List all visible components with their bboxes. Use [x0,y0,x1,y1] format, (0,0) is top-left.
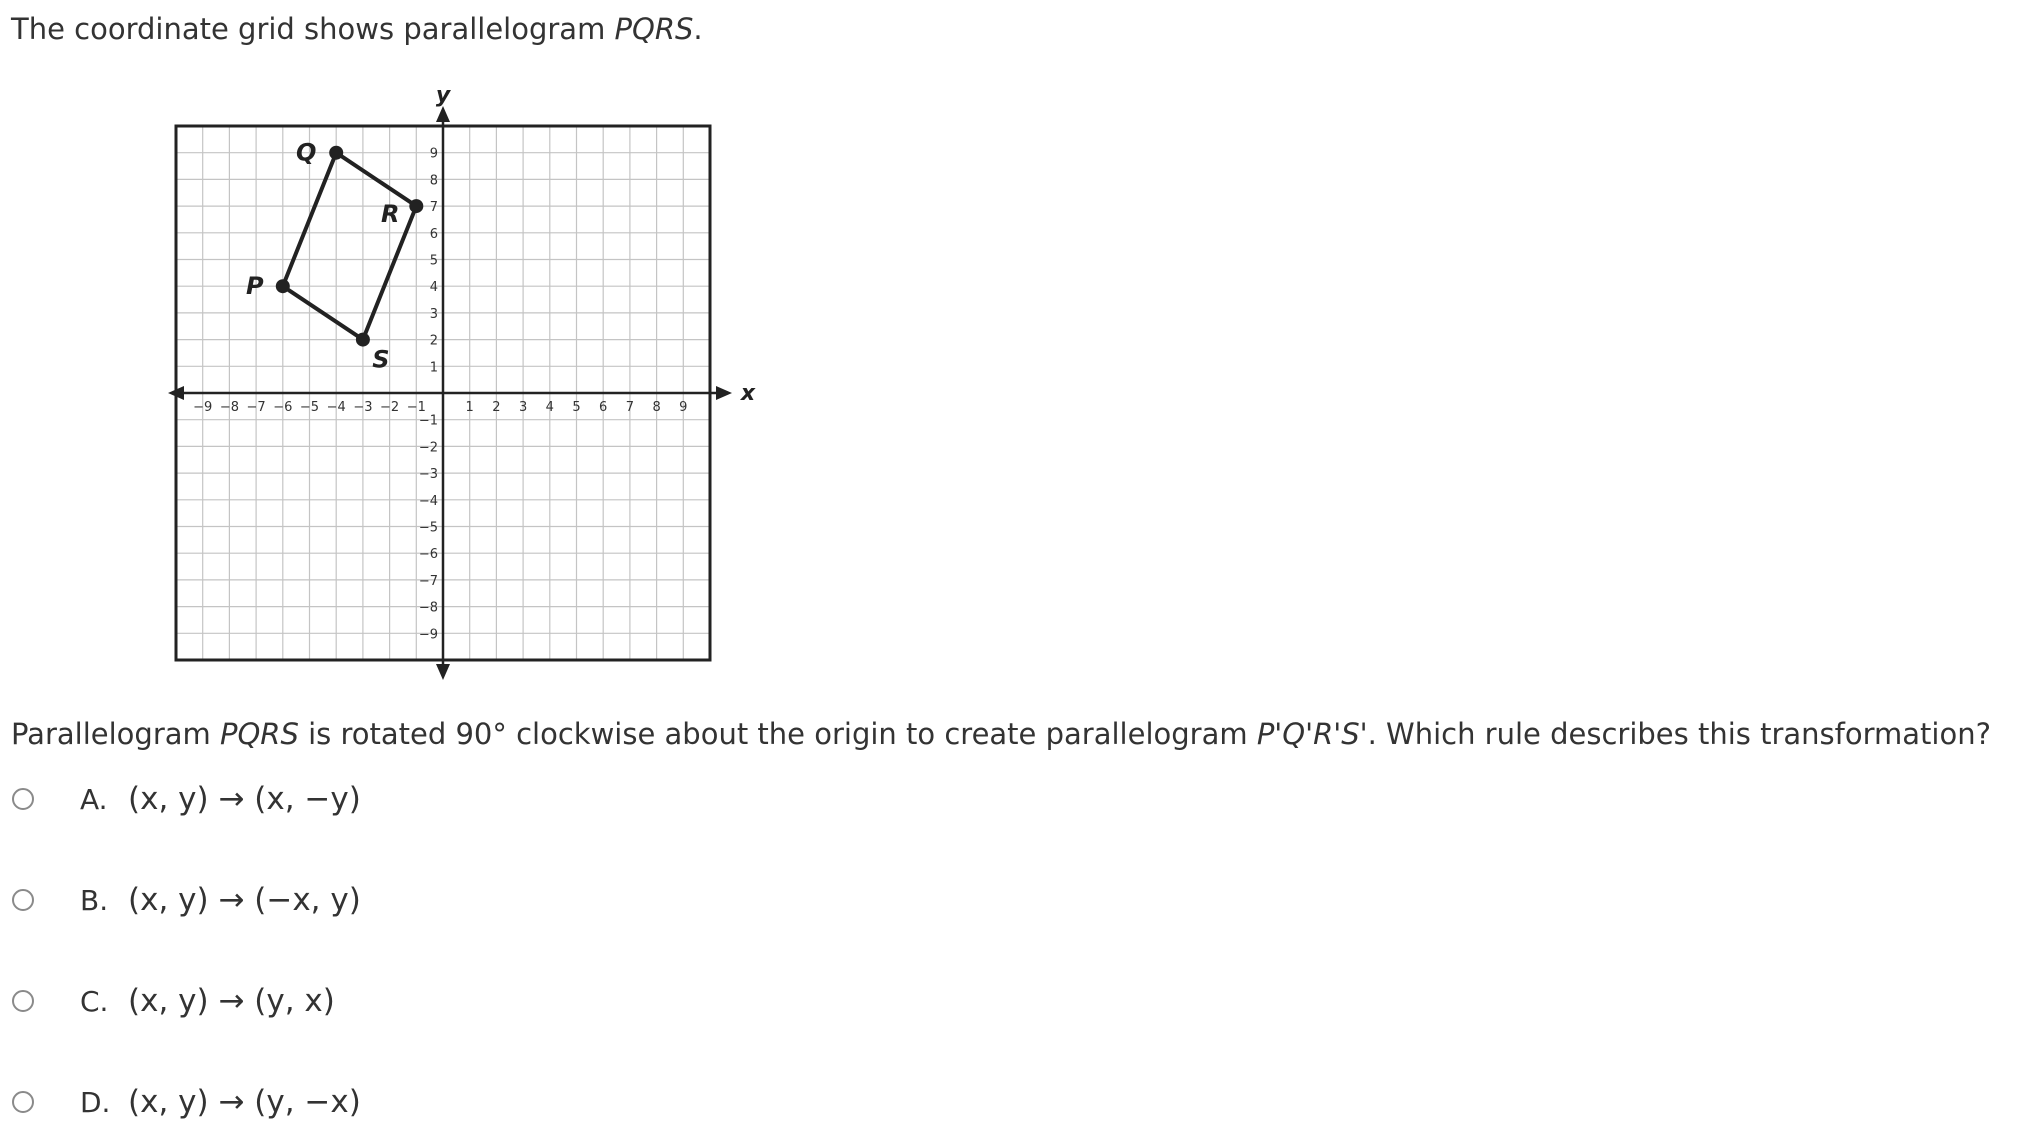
choice-d-letter: D. [80,1085,111,1119]
choice-b[interactable] [12,880,361,920]
x-tick-label: −6 [273,400,293,415]
choice-b-letter: B. [80,883,109,917]
question-image-name: P'Q'R'S' [1256,717,1368,751]
y-tick-label: −1 [418,413,438,429]
x-tick-label: −9 [193,400,213,415]
vertex-label-r: R [381,200,400,229]
y-tick-label: −9 [418,627,438,643]
question-part3: . Which rule describes this transformation? [1367,717,1991,751]
x-tick-label: 2 [492,400,501,415]
x-tick-label: 6 [599,400,608,415]
parallelogram [246,139,423,374]
x-tick-label: −7 [246,400,266,415]
question-figure-name: PQRS [219,717,299,751]
y-tick-label: 3 [429,306,438,322]
y-axis-arrow-down [436,664,450,680]
parallelogram-outline [283,153,417,340]
y-tick-label: −7 [418,573,438,589]
question-part2: is rotated 90° clockwise about the origin to create parallelogram [298,717,1257,751]
y-tick-label: 1 [429,360,438,376]
intro-text [11,8,703,50]
intro-before: The coordinate grid shows parallelogram [11,12,615,46]
choice-c-text: (x, y) → (y, x) [128,983,335,1019]
axes [168,106,732,680]
vertex-q [329,146,343,160]
radio-a[interactable] [12,788,34,810]
choice-d-text: (x, y) → (y, −x) [128,1084,361,1120]
y-tick-label: −3 [418,467,438,483]
vertex-label-p: P [246,272,264,301]
choice-b-text: (x, y) → (−x, y) [128,882,361,918]
vertex-label-s: S [372,345,390,374]
x-tick-label: 5 [572,400,581,415]
question-part1: Parallelogram [11,717,220,751]
vertex-s [356,333,370,347]
intro-after: . [693,12,703,46]
choice-a[interactable] [12,779,361,819]
x-tick-label: −8 [219,400,239,415]
x-tick-label: 9 [679,400,688,415]
choice-d[interactable] [12,1082,361,1122]
choice-a-text: (x, y) → (x, −y) [128,781,361,817]
x-tick-label: 4 [545,400,554,415]
coordinate-grid [150,83,756,668]
x-tick-label: −2 [380,400,400,415]
y-tick-label: 4 [429,280,438,296]
radio-d[interactable] [12,1091,34,1113]
radio-b[interactable] [12,889,34,911]
choice-c[interactable] [12,981,335,1021]
question-text [11,713,1991,755]
x-tick-label: −4 [326,400,346,415]
y-tick-label: −4 [418,493,438,509]
x-axis-label: x [740,381,756,406]
vertex-p [276,279,290,293]
y-tick-label: 8 [429,173,438,189]
x-tick-label: −5 [299,400,320,415]
choice-a-letter: A. [80,782,108,816]
choice-c-letter: C. [80,984,109,1018]
x-tick-label: −3 [353,400,373,415]
y-tick-label: 9 [429,146,438,162]
radio-c[interactable] [12,990,34,1012]
y-axis-label: y [435,83,451,108]
y-tick-label: −2 [418,440,438,456]
y-tick-label: 2 [429,333,438,349]
x-tick-label: 1 [465,400,474,415]
x-tick-label: 8 [652,400,661,415]
axis-labels [436,83,756,406]
x-axis-arrow-right [716,386,732,400]
y-tick-label: 6 [429,226,438,242]
vertex-r [409,199,423,213]
y-axis-arrow-up [436,106,450,122]
y-tick-label: 5 [429,253,438,269]
tick-labels [193,147,687,643]
vertex-label-q: Q [295,138,317,167]
y-tick-label: −6 [418,547,438,563]
x-tick-label: 3 [518,400,528,415]
y-tick-label: −8 [418,600,438,616]
intro-figure-name: PQRS [614,12,694,46]
x-tick-label: −1 [406,400,426,415]
y-tick-label: 7 [429,200,438,216]
y-tick-label: −5 [418,520,438,536]
x-tick-label: 7 [625,400,635,415]
